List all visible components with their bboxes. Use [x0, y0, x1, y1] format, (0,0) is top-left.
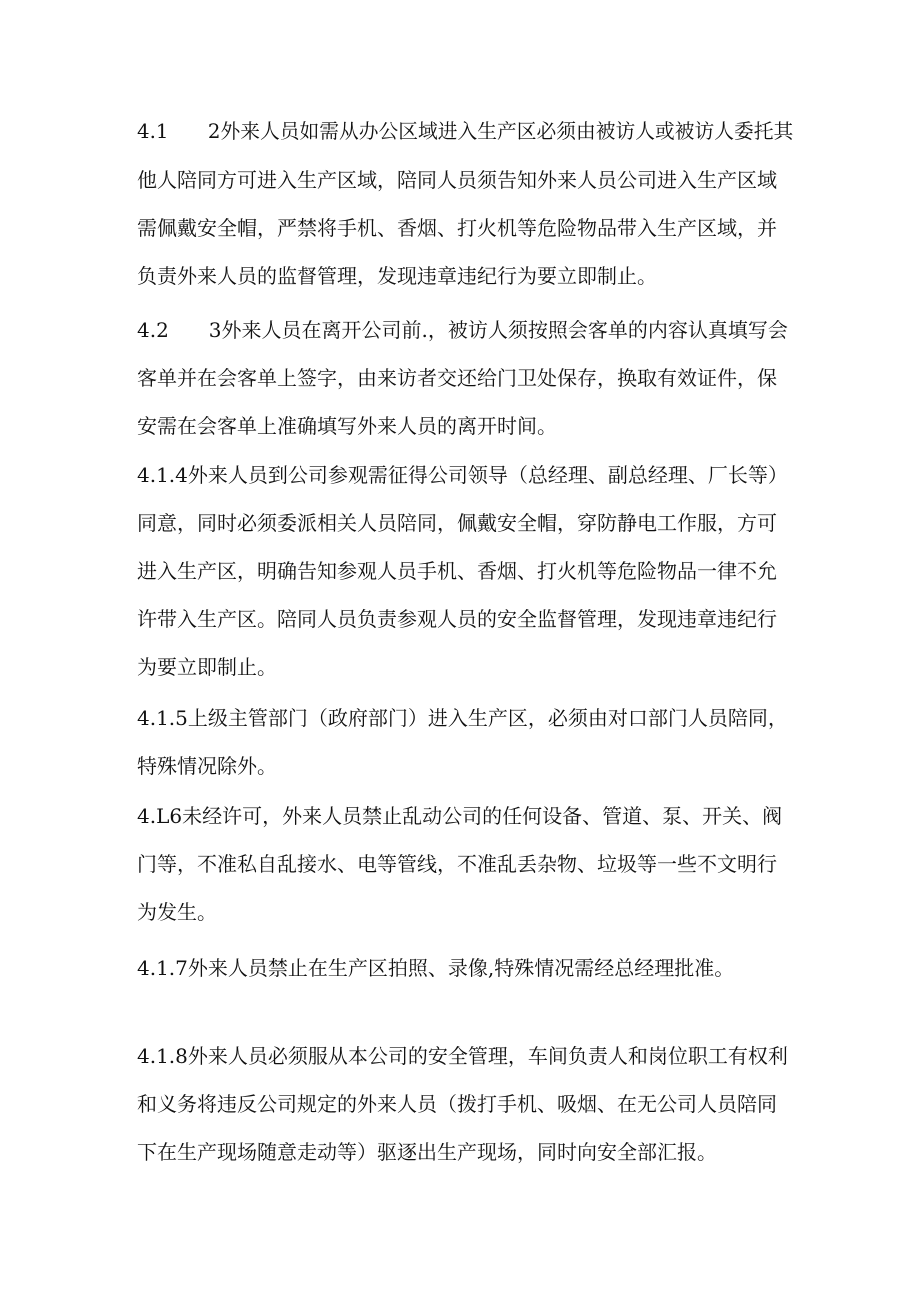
text-line: 负责外来人员的监督管理，发现违章违纪行为要立即制止。	[137, 264, 657, 288]
paragraph-4-1-7	[137, 944, 797, 992]
text-line: 需佩戴安全帽，严禁将手机、香烟、打火机等危险物品带入生产区域，并	[137, 216, 777, 240]
paragraph-4-1-8	[137, 1032, 797, 1176]
paragraph-4-1-5	[137, 694, 797, 790]
text-line: 下在生产现场随意走动等）驱逐出生产现场，同时向安全部汇报。	[137, 1140, 717, 1164]
text-line: 4.1.5上级主管部门（政府部门）进入生产区，必须由对口部门人员陪同，	[137, 706, 788, 730]
text-line: 4.1.4外来人员到公司参观需征得公司领导（总经理、副总经理、厂长等）	[137, 463, 788, 487]
text-line: 和义务将违反公司规定的外来人员（拨打手机、吸烟、在无公司人员陪同	[137, 1092, 777, 1116]
text-line: 为发生。	[137, 900, 217, 924]
text-line: 同意，同时必须委派相关人员陪同，佩戴安全帽，穿防静电工作服，方可	[137, 511, 777, 535]
text-line: 客单并在会客单上签字，由来访者交还给门卫处保存，换取有效证件，保	[137, 366, 777, 390]
text-line: 安需在会客单上准确填写外来人员的离开时间。	[137, 414, 557, 438]
paragraph-4-1-2	[137, 108, 797, 300]
text-line: 4.L6未经许可，外来人员禁止乱动公司的任何设备、管道、泵、开关、阀	[137, 804, 783, 828]
text-line: 门等，不准私自乱接水、电等管线，不准乱丢杂物、垃圾等一些不文明行	[137, 852, 777, 876]
paragraph-4-2-3	[137, 306, 797, 450]
text-line: 特殊情况除外。	[137, 754, 277, 778]
text-line: 4.1.8外来人员必须服从本公司的安全管理，车间负责人和岗位职工有权利	[137, 1044, 788, 1068]
text-line: 4.1.7外来人员禁止在生产区拍照、录像,特殊情况需经总经理批准。	[137, 956, 735, 980]
text-line: 4.2 3外来人员在离开公司前.，被访人须按照会客单的内容认真填写会	[137, 318, 788, 342]
text-line: 为要立即制止。	[137, 655, 277, 679]
text-line: 他人陪同方可进入生产区域，陪同人员须告知外来人员公司进入生产区域	[137, 168, 777, 192]
paragraph-4-1-6	[137, 792, 797, 936]
text-line: 4.1 2外来人员如需从办公区域进入生产区必须由被访人或被访人委托其	[137, 120, 794, 143]
text-line: 进入生产区，明确告知参观人员手机、香烟、打火机等危险物品一律不允	[137, 559, 777, 583]
text-line: 许带入生产区。陪同人员负责参观人员的安全监督管理，发现违章违纪行	[137, 607, 777, 631]
paragraph-4-1-4	[137, 451, 797, 691]
